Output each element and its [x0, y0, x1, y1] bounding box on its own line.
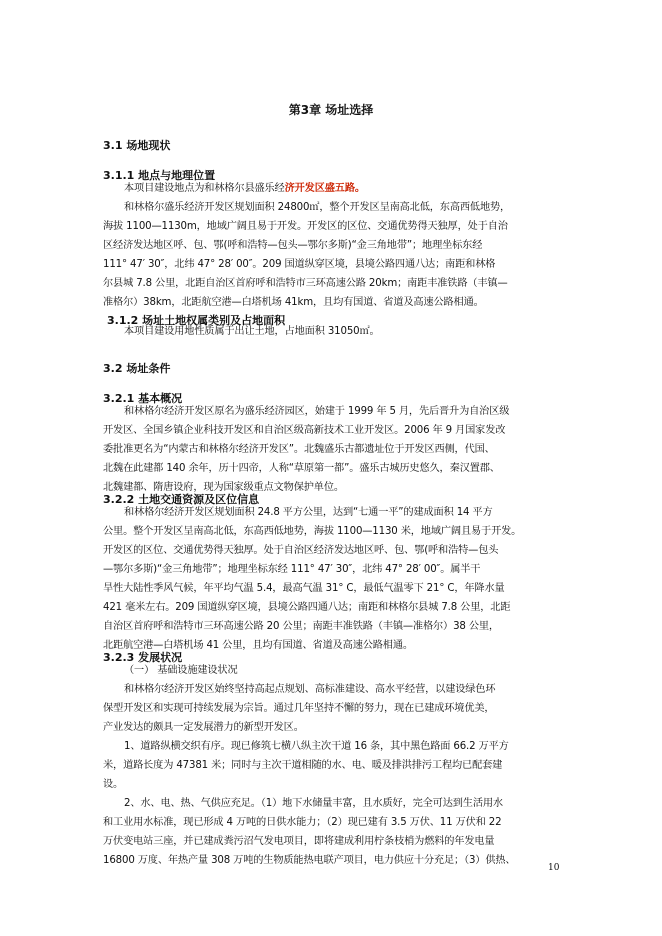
- subheading-infrastructure: （一） 基础设施建设状况: [124, 665, 238, 676]
- text-line: 北魏在此建都 140 余年，历十四帝，人称“草原第一都”。盛乐古城历史悠久，秦汉置郡、: [103, 463, 500, 474]
- text-line: 产业发达的颇具一定发展潜力的新型开发区。: [103, 722, 304, 733]
- section-3-2-3-heading: 3.2.3 发展状况: [103, 651, 183, 664]
- text-line: 北魏建都、隋唐设府，现为国家级重点文物保护单位。: [103, 482, 344, 493]
- page-number: 10: [548, 863, 560, 873]
- text-line: 和工业用水标准，现已形成 4 万吨的日供水能力；（2）现已建有 3.5 万伏、11 万伏和 22: [103, 817, 502, 828]
- section-3-1-heading: 3.1 场地现状: [103, 139, 171, 152]
- text-line: 开发区、全国乡镇企业科技开发区和自治区级高新技术工业开发区。2006 年 9 月国家发改: [103, 425, 506, 436]
- location-text: 本项目建设地点为和林格尔县盛乐经: [124, 183, 285, 194]
- text-line: 和林格尔经济开发区原名为盛乐经济园区，始建于 1999 年 5 月，先后晋升为自治区级: [124, 406, 510, 417]
- text-line: 尔县城 7.8 公里，北距自治区首府呼和浩特市三环高速公路 20km；南距丰准铁路（丰镇—: [103, 278, 508, 289]
- text-line: 公里。整个开发区呈南高北低，东高西低地势，海拔 1100—1130 米，地域广阔且易于开发。: [103, 526, 522, 537]
- text-line: 开发区的区位、交通优势得天独厚。处于自治区经济发达地区呼、包、鄂(呼和浩特—包头: [103, 545, 499, 556]
- text-line: 海拔 1100—1130m，地域广阔且易于开发。开发区的区位、交通优势得天独厚，处于自治: [103, 221, 508, 232]
- text-line: 111° 47′ 30″，北纬 47° 28′ 00″。209 国道纵穿区境，县境公路四通八达；南距和林格: [103, 259, 496, 270]
- text-line: 2、水、电、热、气供应充足。（1）地下水储量丰富，且水质好，完全可达到生活用水: [124, 798, 503, 809]
- text-line: 设。: [103, 779, 124, 790]
- section-3-2-heading: 3.2 场址条件: [103, 362, 171, 375]
- location-highlight: 济开发区盛五路。: [284, 183, 365, 194]
- section-3-1-1-heading: 3.1.1 地点与地理位置: [103, 169, 216, 182]
- text-line: 区经济发达地区呼、包、鄂(呼和浩特—包头—鄂尔多斯)“金三角地带”；地理坐标东经: [103, 240, 483, 251]
- text-line: 16800 万度、年热产量 308 万吨的生物质能热电联产项目，电力供应十分充足；（3）供热、: [103, 855, 516, 866]
- text-line: —鄂尔多斯)“金三角地带”；地理坐标东经 111° 47′ 30″，北纬 47° 28′ 00″。属半干: [103, 564, 481, 575]
- text-line: 万伏变电站三座，并已建成粪污沼气发电项目，即将建成利用柠条枝梢为燃料的年发电量: [103, 836, 495, 847]
- text-line: 旱性大陆性季风气候，年平均气温 5.4，最高气温 31° C，最低气温零下 21° C，年降水量: [103, 583, 505, 594]
- text-line: 保型开发区和实现可持续发展为宗旨。通过几年坚持不懈的努力，现在已建成环境优美，: [103, 703, 495, 714]
- text-line: 1、道路纵横交织有序。现已修筑七横八纵主次干道 16 条，其中黑色路面 66.2 万平方: [124, 741, 509, 752]
- text-line: 和林格尔经济开发区始终坚持高起点规划、高标准建设、高水平经营，以建设绿色环: [124, 684, 496, 695]
- section-3-1-2-heading: 3.1.2 场址土地权属类别及占地面积: [107, 314, 286, 327]
- section-3-2-1-heading: 3.2.1 基本概况: [103, 392, 183, 405]
- text-line: 和林格尔经济开发区规划面积 24.8 平方公里，达到“七通一平”的建成面积 14 平方: [124, 507, 493, 518]
- text-line: 米，道路长度为 47381 米；同时与主次干道相随的水、电、暖及排洪排污工程均已配套建: [103, 760, 503, 771]
- text-line: 北距航空港—白塔机场 41 公里，且均有国道、省道及高速公路相通。: [103, 640, 413, 651]
- text-line: 自治区首府呼和浩特市三环高速公路 20 公里；南距丰准铁路（丰镇—准格尔）38 公里，: [103, 621, 499, 632]
- text-line: 421 毫米左右。209 国道纵穿区境，县境公路四通八达；南距和林格尔县城 7.8 公里，北距: [103, 602, 511, 613]
- text-line: 委批准更名为“内蒙古和林格尔经济开发区”。北魏盛乐古都遗址位于开发区西侧，代国、: [103, 444, 495, 455]
- text-line: 本项目建设用地性质属于出让土地，占地面积 31050㎡。: [124, 326, 380, 337]
- section-3-2-2-heading: 3.2.2 土地交通资源及区位信息: [103, 493, 260, 506]
- text-line: 和林格尔盛乐经济开发区规划面积 24800㎡，整个开发区呈南高北低，东高西低地势，: [124, 202, 511, 213]
- paragraph-location-intro: [124, 180, 365, 199]
- text-line: 准格尔）38km，北距航空港—白塔机场 41km，且均有国道、省道及高速公路相通。: [103, 297, 484, 308]
- chapter-title: 第3章 场址选择: [288, 103, 374, 117]
